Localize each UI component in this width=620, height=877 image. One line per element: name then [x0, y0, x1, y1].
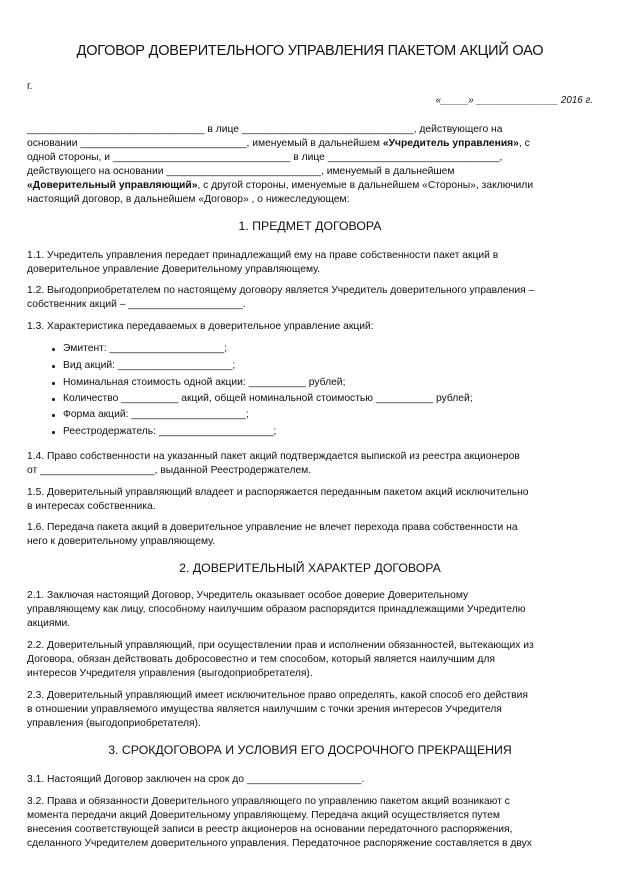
list-item: Вид акций: ____________________; [52, 360, 235, 372]
clause-2-1: акциями. [27, 618, 71, 629]
clause-1-2: 1.2. Выгодоприобретателем по настоящему договору является Учредитель доверительного управления – [27, 285, 535, 296]
clause-2-1: управляющему как лицу, способному наилучшим образом распорядится принадлежащими Учредителю [27, 604, 526, 615]
bullet-icon [52, 414, 55, 417]
clause-1-2: собственник акций – ____________________. [27, 299, 246, 310]
clause-1-6: него к доверительному управляющему. [27, 536, 216, 547]
clause-1-6: 1.6. Передача пакета акций в доверительное управление не влечет перехода права собственности на [27, 522, 518, 533]
clause-2-3: управления (выгодоприобретателя). [27, 718, 201, 729]
clause-3-2: сделанного Учредителем доверительного управления. Передаточное распоряжение составляется в двух [27, 838, 532, 849]
clause-2-3: 2.3. Доверительный управляющий имеет исключительное право определять, какой способ его действия [27, 690, 528, 701]
clause-1-1: 1.1. Учредитель управления передает принадлежащий ему на праве собственности пакет акций в [27, 250, 499, 261]
clause-2-2: Договора, обязан действовать добросовестно и тем способом, который является наилучшим для [27, 654, 495, 665]
list-item: Количество __________ акций, общей номинальной стоимостью __________ рублей; [52, 393, 473, 405]
clause-2-3: в отношении управляемого имущества является наилучшим с точки зрения интересов Учредителя [27, 704, 502, 715]
clause-1-4: от ____________________, выданной Реестродержателем. [27, 465, 312, 476]
clause-3-2: 3.2. Права и обязанности Доверительного управляющего по управлению пакетом акций возникают с [27, 796, 510, 807]
clause-1-3: 1.3. Характеристика передаваемых в доверительное управление акций: [27, 321, 374, 332]
clause-1-5: 1.5. Доверительный управляющий владеет и распоряжается переданным пакетом акций исключительно [27, 487, 529, 498]
clause-1-1: доверительное управление Доверительному управляющему. [27, 264, 321, 275]
list-item: Реестродержатель: ____________________; [52, 426, 276, 438]
bullet-icon [52, 382, 55, 385]
clause-3-1: 3.1. Настоящий Договор заключен на срок до ____________________. [27, 774, 365, 785]
preamble-line: «Доверительный управляющий», с другой стороны, именуемые в дальнейшем «Стороны», заключили [27, 180, 534, 191]
bullet-icon [52, 398, 55, 401]
contract-date: «_____» _______________ 2016 г. [435, 95, 593, 106]
city-label: г. [27, 81, 33, 92]
list-item: Форма акций: ____________________; [52, 409, 249, 421]
section-2-heading: 2. ДОВЕРИТЕЛЬНЫЙ ХАРАКТЕР ДОГОВОРА [179, 561, 441, 575]
clause-2-1: 2.1. Заключая настоящий Договор, Учредитель оказывает особое доверие Доверительному [27, 590, 469, 601]
section-3-heading: 3. СРОКДОГОВОРА И УСЛОВИЯ ЕГО ДОСРОЧНОГО ПРЕКРАЩЕНИЯ [108, 743, 512, 757]
clause-3-2: внесения соответствующей записи в реестр акционеров на основании передаточного распоряжения, [27, 824, 513, 835]
list-item: Номинальная стоимость одной акции: __________ рублей; [52, 377, 345, 389]
preamble-line: действующего на основании ___________________________, именуемый в дальнейшем [27, 166, 455, 177]
bullet-icon [52, 365, 55, 368]
clause-1-4: 1.4. Право собственности на указанный пакет акций подтверждается выпиской из реестра акционеров [27, 451, 520, 462]
preamble-line: основании _____________________________, именуемый в дальнейшем «Учредитель управления», с [27, 138, 530, 149]
clause-1-5: в интересах собственника. [27, 501, 156, 512]
clause-2-2: 2.2. Доверительный управляющий, при осуществлении прав и исполнении обязанностей, вытекающих из [27, 640, 534, 651]
bullet-icon [52, 431, 55, 434]
preamble-line: _______________________________ в лице ______________________________, действующего на [27, 124, 503, 135]
bullet-icon [52, 348, 55, 351]
clause-3-2: момента передачи акций Доверительному управляющему. Передача акций осуществляется путем [27, 810, 500, 821]
document-title: ДОГОВОР ДОВЕРИТЕЛЬНОГО УПРАВЛЕНИЯ ПАКЕТОМ АКЦИЙ ОАО [76, 43, 544, 59]
preamble-line: одной стороны, и _______________________________ в лице ______________________________, [27, 152, 503, 163]
list-item: Эмитент: ____________________; [52, 343, 227, 355]
clause-2-2: интересов Учредителя управления (выгодоприобретателя). [27, 668, 313, 679]
section-1-heading: 1. ПРЕДМЕТ ДОГОВОРА [238, 219, 382, 233]
preamble-line: настоящий договор, в дальнейшем «Договор» , о нижеследующем: [27, 194, 350, 205]
